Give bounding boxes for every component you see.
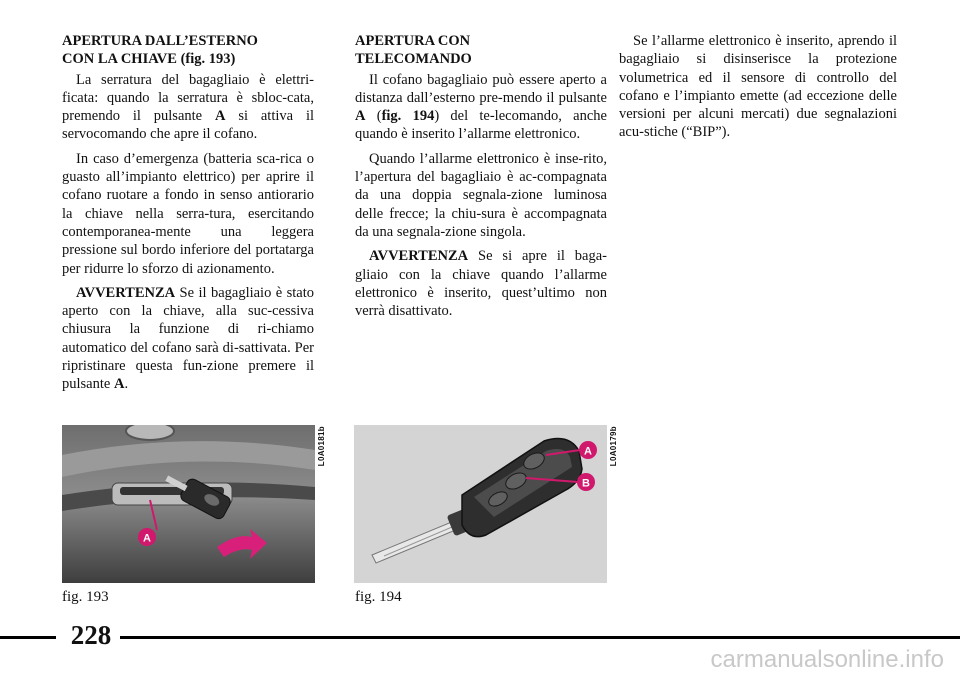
text: . xyxy=(124,376,129,393)
figure-193-code: L0A0181b xyxy=(317,426,326,467)
column-right xyxy=(619,32,897,148)
paragraph-warning xyxy=(355,247,607,320)
callout-a-label: A xyxy=(584,445,592,458)
paragraph-warning xyxy=(62,284,314,394)
text: Se si apre il baga-gliaio con la chiave quando l’allarme elettronico è inserito, quest’ultimo non verrà disattivato. xyxy=(355,248,607,320)
section-heading-key-opening xyxy=(62,32,314,69)
heading-line-1: APERTURA DALL’ESTERNO xyxy=(62,33,258,49)
paragraph-alarm-disarm: Se l’allarme elettronico è inserito, aprendo il bagagliaio si disinserisce la protezione volumetrica ed il sensore di controllo del cofano e l’impianto emette (ad eccezione delle versioni per alcuni mercati) due segnalazioni acu-stiche (“BIP”). xyxy=(619,33,897,141)
heading-line-2: TELECOMANDO xyxy=(355,51,472,68)
callout-b-label: B xyxy=(582,477,590,490)
text: La serratura del bagagliaio è elettri-ficata: quando la serratura è sbloc-cata, premendo il pulsante xyxy=(62,71,314,125)
bold-ref-a: A xyxy=(355,108,366,125)
paragraph-remote xyxy=(355,71,607,144)
column-left xyxy=(62,32,314,400)
section-heading-remote-opening xyxy=(355,32,607,69)
watermark: carmanualsonline.info xyxy=(710,646,944,673)
heading-paren: ) xyxy=(230,51,236,68)
text: Se il bagagliaio è stato aperto con la chiave, alla suc-cessiva chiusura la funzione di ri-chiamo automatico del cofano sarà di-sattivata. Per ripristinare questa fun-zione premere il pulsante xyxy=(62,284,314,393)
figure-193-caption: fig. 193 xyxy=(62,589,109,605)
paragraph-emergency: In caso d’emergenza (batteria sca-rica o guasto all’impianto elettrico) per aprire il cofano ruotare a fondo in senso antiorario la chiave nella serra-tura, esercitando contemporanea-mente una leggera pressione sul bordo inferiore del portatarga per ridurre lo sforzo di azionamento. xyxy=(62,150,314,277)
figure-193-trunk-lock xyxy=(62,425,315,583)
text: si attiva il servocomando che apre il cofano. xyxy=(62,108,314,143)
heading-line-1: APERTURA CON xyxy=(355,33,471,49)
heading-fig-ref: fig. 193 xyxy=(185,51,231,68)
page-number: 228 xyxy=(70,620,112,650)
footer-rule-right xyxy=(120,636,960,639)
callout-a-label: A xyxy=(143,532,151,545)
warning-label: AVVERTENZA xyxy=(76,284,176,301)
trunk-lock-illustration xyxy=(62,425,315,583)
text: ) del te-lecomando, anche quando è inserito l’allarme elettronico. xyxy=(355,108,607,143)
paragraph-lock xyxy=(62,71,314,144)
warning-label: AVVERTENZA xyxy=(369,248,469,265)
figure-194-caption: fig. 194 xyxy=(355,589,402,605)
column-middle xyxy=(355,32,607,326)
bold-ref-a: A xyxy=(214,108,226,125)
remote-key-illustration xyxy=(354,425,607,583)
heading-line-2: CON LA CHIAVE ( xyxy=(62,51,186,68)
text: ( xyxy=(365,108,382,125)
paragraph-alarm-signals: Quando l’allarme elettronico è inse-rito, l’apertura del bagagliaio è ac-compagnata da una doppia segnala-zione luminosa delle frecce; la chiu-sura è accompagnata da una segnala-zione singola. xyxy=(355,150,607,240)
bold-ref-a: A xyxy=(113,376,125,393)
footer-rule-left xyxy=(0,636,56,639)
figure-194-remote-key xyxy=(354,425,607,583)
figure-194-code: L0A0179b xyxy=(609,426,618,467)
text: Il cofano bagagliaio può essere aperto a distanza dall’esterno pre-mendo il pulsante xyxy=(355,71,607,106)
fig-ref: fig. 194 xyxy=(381,108,435,125)
